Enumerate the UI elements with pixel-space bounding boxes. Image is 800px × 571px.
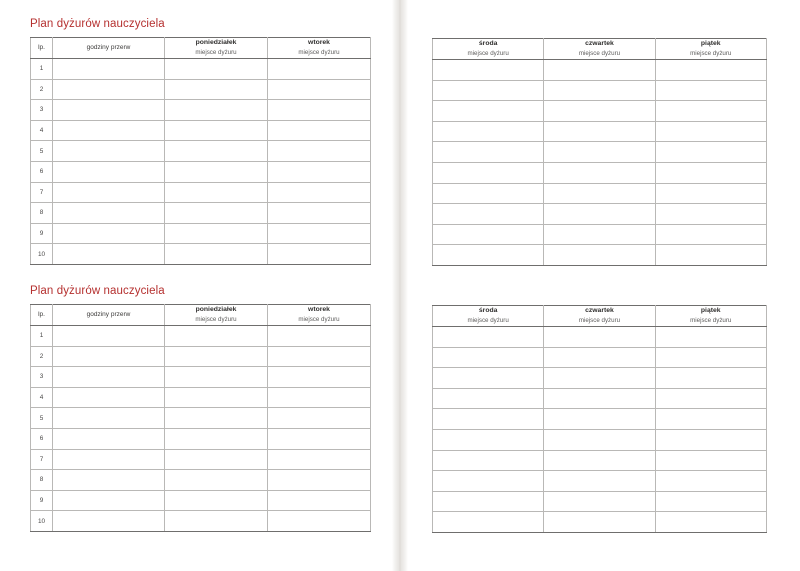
cell-tuesday[interactable]: [268, 100, 371, 121]
cell-friday[interactable]: [655, 162, 766, 183]
cell-tuesday[interactable]: [268, 449, 371, 470]
cell-friday[interactable]: [655, 368, 766, 389]
cell-hours[interactable]: [53, 182, 165, 203]
table-row: [433, 204, 767, 225]
table-row: [433, 429, 767, 450]
cell-monday[interactable]: [165, 141, 268, 162]
table-row: [433, 347, 767, 368]
cell-friday[interactable]: [655, 80, 766, 101]
column-header-wednesday: środa miejsce dyżuru: [433, 39, 544, 60]
cell-monday[interactable]: [165, 120, 268, 141]
row-number: 4: [31, 120, 53, 141]
duty-plan-table-top-right: [432, 38, 767, 266]
row-number: 2: [31, 79, 53, 100]
cell-hours[interactable]: [53, 428, 165, 449]
cell-tuesday[interactable]: [268, 511, 371, 532]
row-number: 9: [31, 490, 53, 511]
cell-thursday[interactable]: [544, 101, 655, 122]
cell-hours[interactable]: [53, 387, 165, 408]
cell-friday[interactable]: [655, 101, 766, 122]
row-number: 5: [31, 141, 53, 162]
table-row: [31, 470, 371, 491]
cell-thursday[interactable]: [544, 204, 655, 225]
table-row: [31, 182, 371, 203]
column-header-hours: godziny przerw: [53, 38, 165, 59]
table-row: [31, 203, 371, 224]
column-header-monday: poniedziałek miejsce dyżuru: [165, 38, 268, 59]
cell-tuesday[interactable]: [268, 161, 371, 182]
page-title: Plan dyżurów nauczyciela: [30, 285, 165, 297]
row-number: 8: [31, 470, 53, 491]
cell-tuesday[interactable]: [268, 223, 371, 244]
cell-wednesday[interactable]: [433, 347, 544, 368]
table-row: [433, 142, 767, 163]
cell-monday[interactable]: [165, 428, 268, 449]
table-row: [433, 512, 767, 533]
cell-wednesday[interactable]: [433, 471, 544, 492]
cell-hours[interactable]: [53, 511, 165, 532]
cell-friday[interactable]: [655, 204, 766, 225]
cell-thursday[interactable]: [544, 60, 655, 81]
cell-thursday[interactable]: [544, 347, 655, 368]
cell-tuesday[interactable]: [268, 120, 371, 141]
cell-wednesday[interactable]: [433, 245, 544, 266]
cell-hours[interactable]: [53, 120, 165, 141]
cell-thursday[interactable]: [544, 162, 655, 183]
table-row: [31, 490, 371, 511]
cell-hours[interactable]: [53, 490, 165, 511]
cell-monday[interactable]: [165, 387, 268, 408]
cell-wednesday[interactable]: [433, 142, 544, 163]
cell-wednesday[interactable]: [433, 327, 544, 348]
row-number: 1: [31, 326, 53, 347]
cell-thursday[interactable]: [544, 183, 655, 204]
table-row: [31, 141, 371, 162]
cell-hours[interactable]: [53, 326, 165, 347]
cell-hours[interactable]: [53, 367, 165, 388]
cell-wednesday[interactable]: [433, 204, 544, 225]
table-row: [433, 162, 767, 183]
table-header-row: [433, 306, 767, 327]
table-row: [31, 387, 371, 408]
row-number: 6: [31, 161, 53, 182]
table-row: [31, 511, 371, 532]
cell-monday[interactable]: [165, 79, 268, 100]
cell-hours[interactable]: [53, 203, 165, 224]
row-number: 6: [31, 428, 53, 449]
row-number: 3: [31, 367, 53, 388]
cell-monday[interactable]: [165, 203, 268, 224]
duty-plan-table-bottom-right: [432, 305, 767, 533]
duty-plan-block-bottom-left: [30, 285, 370, 532]
cell-friday[interactable]: [655, 121, 766, 142]
cell-monday[interactable]: [165, 470, 268, 491]
column-header-lp: lp.: [31, 38, 53, 59]
table-row: [31, 59, 371, 80]
table-row: [433, 491, 767, 512]
column-header-tuesday: wtorek miejsce dyżuru: [268, 38, 371, 59]
cell-wednesday[interactable]: [433, 409, 544, 430]
cell-monday[interactable]: [165, 100, 268, 121]
cell-hours[interactable]: [53, 470, 165, 491]
column-header-hours: godziny przerw: [53, 305, 165, 326]
cell-hours[interactable]: [53, 59, 165, 80]
cell-friday[interactable]: [655, 409, 766, 430]
table-row: [433, 450, 767, 471]
duty-plan-table-bottom-left: [30, 304, 371, 532]
table-row: [433, 101, 767, 122]
table-row: [433, 80, 767, 101]
table-row: [31, 428, 371, 449]
cell-wednesday[interactable]: [433, 512, 544, 533]
table-row: [31, 79, 371, 100]
table-row: [31, 161, 371, 182]
cell-thursday[interactable]: [544, 245, 655, 266]
cell-monday[interactable]: [165, 326, 268, 347]
table-row: [433, 409, 767, 430]
cell-friday[interactable]: [655, 142, 766, 163]
cell-friday[interactable]: [655, 491, 766, 512]
table-header-row: [31, 38, 371, 59]
cell-hours[interactable]: [53, 408, 165, 429]
duty-plan-block-top-left: [30, 18, 370, 265]
cell-tuesday[interactable]: [268, 141, 371, 162]
cell-thursday[interactable]: [544, 409, 655, 430]
cell-tuesday[interactable]: [268, 346, 371, 367]
cell-thursday[interactable]: [544, 450, 655, 471]
cell-friday[interactable]: [655, 471, 766, 492]
cell-friday[interactable]: [655, 183, 766, 204]
row-number: 7: [31, 182, 53, 203]
cell-wednesday[interactable]: [433, 368, 544, 389]
column-header-thursday: czwartek miejsce dyżuru: [544, 306, 655, 327]
cell-wednesday[interactable]: [433, 183, 544, 204]
cell-tuesday[interactable]: [268, 203, 371, 224]
cell-tuesday[interactable]: [268, 182, 371, 203]
notebook-spine: [392, 0, 408, 571]
cell-tuesday[interactable]: [268, 367, 371, 388]
cell-monday[interactable]: [165, 223, 268, 244]
cell-tuesday[interactable]: [268, 470, 371, 491]
cell-friday[interactable]: [655, 347, 766, 368]
row-number: 4: [31, 387, 53, 408]
table-row: [433, 388, 767, 409]
cell-thursday[interactable]: [544, 388, 655, 409]
cell-thursday[interactable]: [544, 491, 655, 512]
cell-friday[interactable]: [655, 429, 766, 450]
row-number: 10: [31, 244, 53, 265]
column-header-tuesday: wtorek miejsce dyżuru: [268, 305, 371, 326]
cell-thursday[interactable]: [544, 327, 655, 348]
cell-hours[interactable]: [53, 161, 165, 182]
column-header-monday: poniedziałek miejsce dyżuru: [165, 305, 268, 326]
cell-tuesday[interactable]: [268, 408, 371, 429]
cell-monday[interactable]: [165, 182, 268, 203]
cell-wednesday[interactable]: [433, 450, 544, 471]
cell-tuesday[interactable]: [268, 387, 371, 408]
column-header-friday: piątek miejsce dyżuru: [655, 306, 766, 327]
cell-wednesday[interactable]: [433, 429, 544, 450]
table-row: [31, 449, 371, 470]
column-header-lp: lp.: [31, 305, 53, 326]
cell-monday[interactable]: [165, 244, 268, 265]
cell-friday[interactable]: [655, 60, 766, 81]
cell-hours[interactable]: [53, 346, 165, 367]
table-row: [31, 326, 371, 347]
cell-tuesday[interactable]: [268, 244, 371, 265]
cell-tuesday[interactable]: [268, 79, 371, 100]
table-row: [31, 244, 371, 265]
cell-friday[interactable]: [655, 327, 766, 348]
table-row: [31, 120, 371, 141]
table-header-row: [433, 39, 767, 60]
table-row: [433, 245, 767, 266]
cell-hours[interactable]: [53, 223, 165, 244]
duty-plan-table-top-left: [30, 37, 371, 265]
cell-wednesday[interactable]: [433, 224, 544, 245]
row-number: 2: [31, 346, 53, 367]
cell-hours[interactable]: [53, 449, 165, 470]
duty-plan-block-top-right: [432, 38, 766, 266]
table-row: [433, 327, 767, 348]
table-row: [433, 60, 767, 81]
cell-monday[interactable]: [165, 59, 268, 80]
cell-tuesday[interactable]: [268, 59, 371, 80]
row-number: 5: [31, 408, 53, 429]
row-number: 8: [31, 203, 53, 224]
cell-thursday[interactable]: [544, 368, 655, 389]
cell-tuesday[interactable]: [268, 428, 371, 449]
row-number: 1: [31, 59, 53, 80]
cell-hours[interactable]: [53, 141, 165, 162]
column-header-friday: piątek miejsce dyżuru: [655, 39, 766, 60]
cell-friday[interactable]: [655, 388, 766, 409]
cell-wednesday[interactable]: [433, 121, 544, 142]
table-header-row: [31, 305, 371, 326]
cell-wednesday[interactable]: [433, 80, 544, 101]
cell-thursday[interactable]: [544, 80, 655, 101]
cell-hours[interactable]: [53, 79, 165, 100]
cell-thursday[interactable]: [544, 471, 655, 492]
cell-thursday[interactable]: [544, 224, 655, 245]
cell-monday[interactable]: [165, 161, 268, 182]
cell-monday[interactable]: [165, 490, 268, 511]
cell-friday[interactable]: [655, 224, 766, 245]
table-row: [433, 224, 767, 245]
cell-monday[interactable]: [165, 346, 268, 367]
row-number: 10: [31, 511, 53, 532]
column-header-thursday: czwartek miejsce dyżuru: [544, 39, 655, 60]
cell-monday[interactable]: [165, 449, 268, 470]
table-row: [31, 346, 371, 367]
table-row: [31, 408, 371, 429]
cell-thursday[interactable]: [544, 429, 655, 450]
cell-wednesday[interactable]: [433, 101, 544, 122]
cell-tuesday[interactable]: [268, 490, 371, 511]
cell-friday[interactable]: [655, 512, 766, 533]
cell-friday[interactable]: [655, 450, 766, 471]
table-row: [31, 367, 371, 388]
cell-wednesday[interactable]: [433, 491, 544, 512]
cell-friday[interactable]: [655, 245, 766, 266]
row-number: 9: [31, 223, 53, 244]
cell-wednesday[interactable]: [433, 60, 544, 81]
duty-plan-block-bottom-right: [432, 305, 766, 533]
cell-thursday[interactable]: [544, 512, 655, 533]
row-number: 3: [31, 100, 53, 121]
row-number: 7: [31, 449, 53, 470]
cell-monday[interactable]: [165, 511, 268, 532]
cell-wednesday[interactable]: [433, 388, 544, 409]
cell-wednesday[interactable]: [433, 162, 544, 183]
table-row: [31, 100, 371, 121]
page-title: Plan dyżurów nauczyciela: [30, 18, 165, 30]
cell-monday[interactable]: [165, 367, 268, 388]
cell-hours[interactable]: [53, 244, 165, 265]
table-row: [433, 471, 767, 492]
table-row: [433, 368, 767, 389]
cell-tuesday[interactable]: [268, 326, 371, 347]
cell-thursday[interactable]: [544, 142, 655, 163]
cell-monday[interactable]: [165, 408, 268, 429]
column-header-wednesday: środa miejsce dyżuru: [433, 306, 544, 327]
table-row: [433, 121, 767, 142]
table-row: [31, 223, 371, 244]
cell-hours[interactable]: [53, 100, 165, 121]
table-row: [433, 183, 767, 204]
cell-thursday[interactable]: [544, 121, 655, 142]
